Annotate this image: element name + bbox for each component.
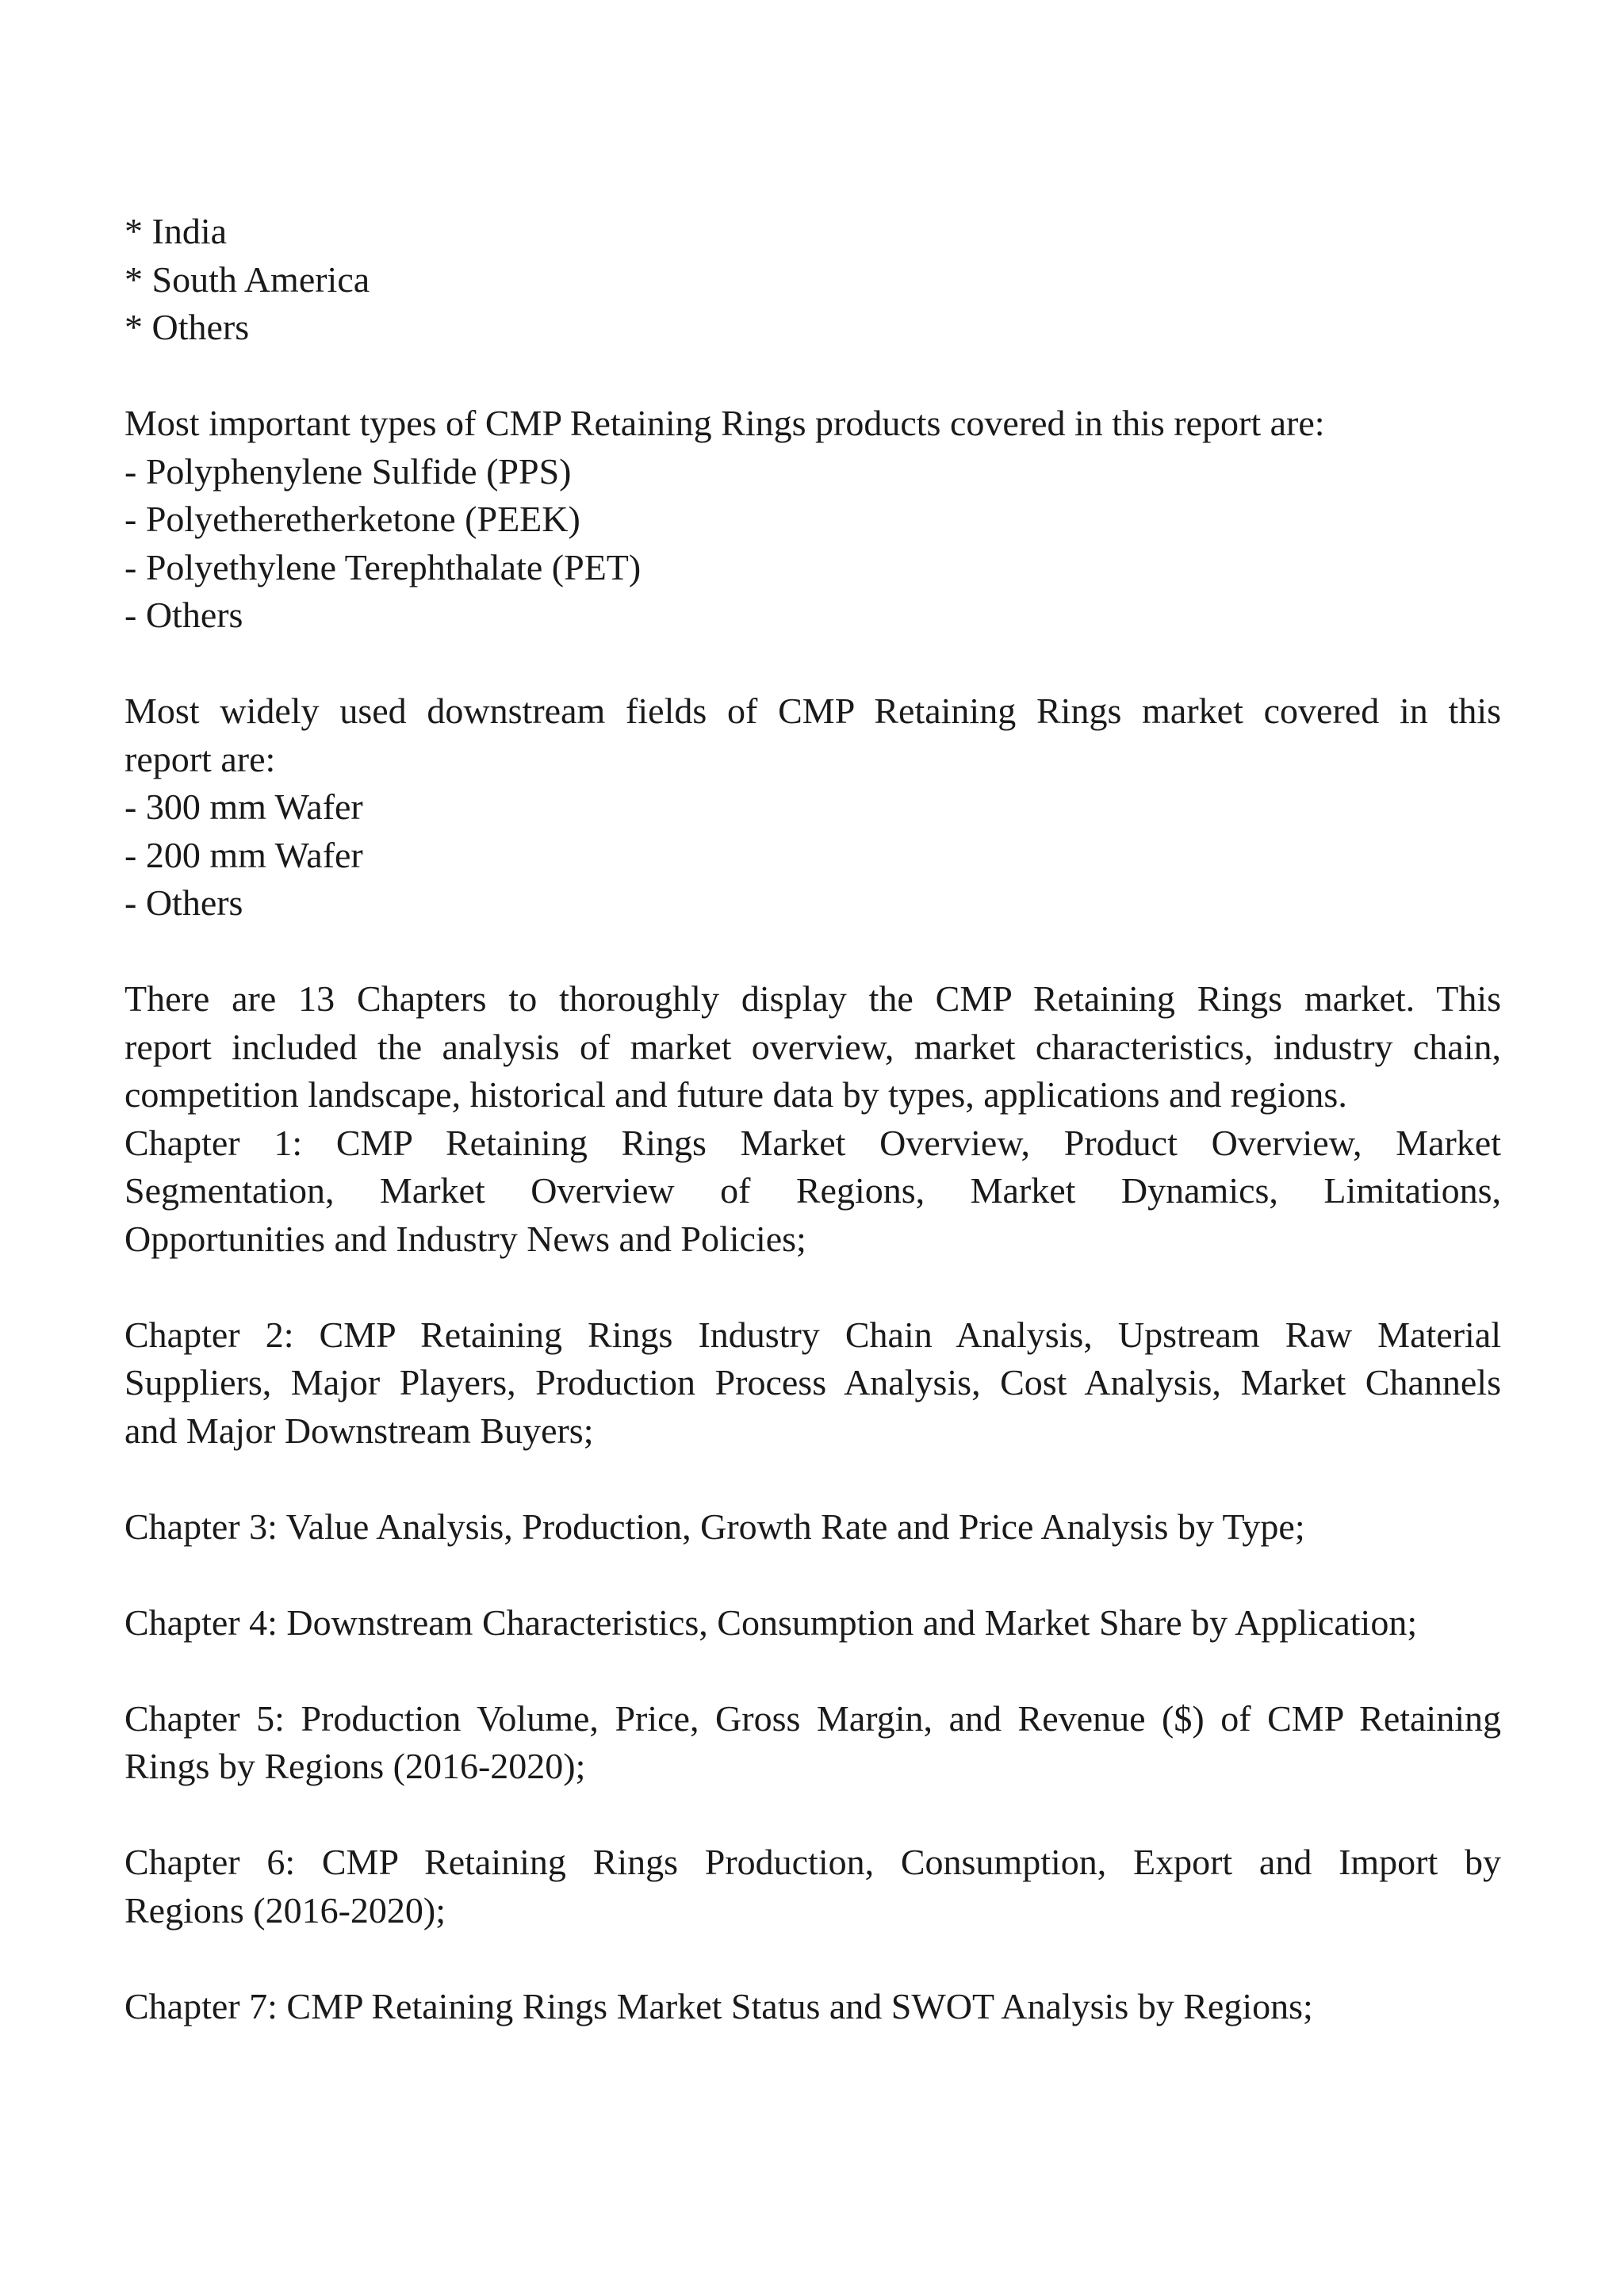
list-item: - 200 mm Wafer <box>124 834 363 875</box>
applications-section <box>124 687 1501 928</box>
chapter-3-line: Chapter 3: Value Analysis, Production, Growth Rate and Price Analysis by Type; <box>124 1506 1305 1547</box>
chapter-6 <box>124 1839 1501 1934</box>
chapter-5-line: Chapter 5: Production Volume, Price, Gross Margin, and Revenue ($) of CMP Retaining <box>124 1697 1501 1739</box>
chapter-4 <box>124 1599 1501 1647</box>
chapter-7-line: Chapter 7: CMP Retaining Rings Market Status and SWOT Analysis by Regions; <box>124 1985 1313 2026</box>
chapter-2-line: and Major Downstream Buyers; <box>124 1410 594 1451</box>
list-item: * India <box>124 211 228 251</box>
list-item: - Polyethylene Terephthalate (PET) <box>124 546 642 587</box>
list-item: - 300 mm Wafer <box>124 786 363 827</box>
types-intro: Most important types of CMP Retaining Rings products covered in this report are: <box>124 403 1325 443</box>
list-item: * Others <box>124 307 250 347</box>
chapter-1-line: Chapter 1: CMP Retaining Rings Market Overview, Product Overview, Market <box>124 1122 1501 1163</box>
chapter-3 <box>124 1503 1501 1552</box>
chapter-1-line: Segmentation, Market Overview of Regions, Market Dynamics, Limitations, <box>124 1170 1501 1211</box>
chapter-5 <box>124 1695 1501 1791</box>
list-item: - Polyphenylene Sulfide (PPS) <box>124 450 572 492</box>
chapters-overview <box>124 975 1501 1263</box>
chapter-2-line: Suppliers, Major Players, Production Process Analysis, Cost Analysis, Market Channels <box>124 1362 1501 1402</box>
chapters-intro-line: report included the analysis of market overview, market characteristics, industry chain, <box>124 1026 1501 1067</box>
applications-intro-line: report are: <box>124 738 276 779</box>
chapter-5-line: Rings by Regions (2016-2020); <box>124 1746 586 1786</box>
applications-intro-line: Most widely used downstream fields of CMP Retaining Rings market covered in this <box>124 691 1501 731</box>
list-item: - Polyetheretherketone (PEEK) <box>124 499 580 539</box>
document-body <box>124 208 1501 2079</box>
chapters-intro-line: competition landscape, historical and future data by types, applications and regions. <box>124 1074 1347 1115</box>
chapter-6-line: Chapter 6: CMP Retaining Rings Production, Consumption, Export and Import by <box>124 1842 1501 1882</box>
chapter-4-line: Chapter 4: Downstream Characteristics, Consumption and Market Share by Application; <box>124 1601 1418 1643</box>
list-item: - Others <box>124 595 243 635</box>
chapters-intro-line: There are 13 Chapters to thoroughly display the CMP Retaining Rings market. This <box>124 978 1501 1019</box>
regions-list <box>124 208 1501 352</box>
chapter-1-line: Opportunities and Industry News and Policies; <box>124 1218 806 1259</box>
chapter-2-line: Chapter 2: CMP Retaining Rings Industry Chain Analysis, Upstream Raw Material <box>124 1314 1501 1355</box>
chapter-2 <box>124 1311 1501 1456</box>
list-item: - Others <box>124 882 243 923</box>
chapter-6-line: Regions (2016-2020); <box>124 1889 446 1931</box>
chapter-7 <box>124 1983 1501 2031</box>
types-section <box>124 400 1501 640</box>
list-item: * South America <box>124 258 370 300</box>
